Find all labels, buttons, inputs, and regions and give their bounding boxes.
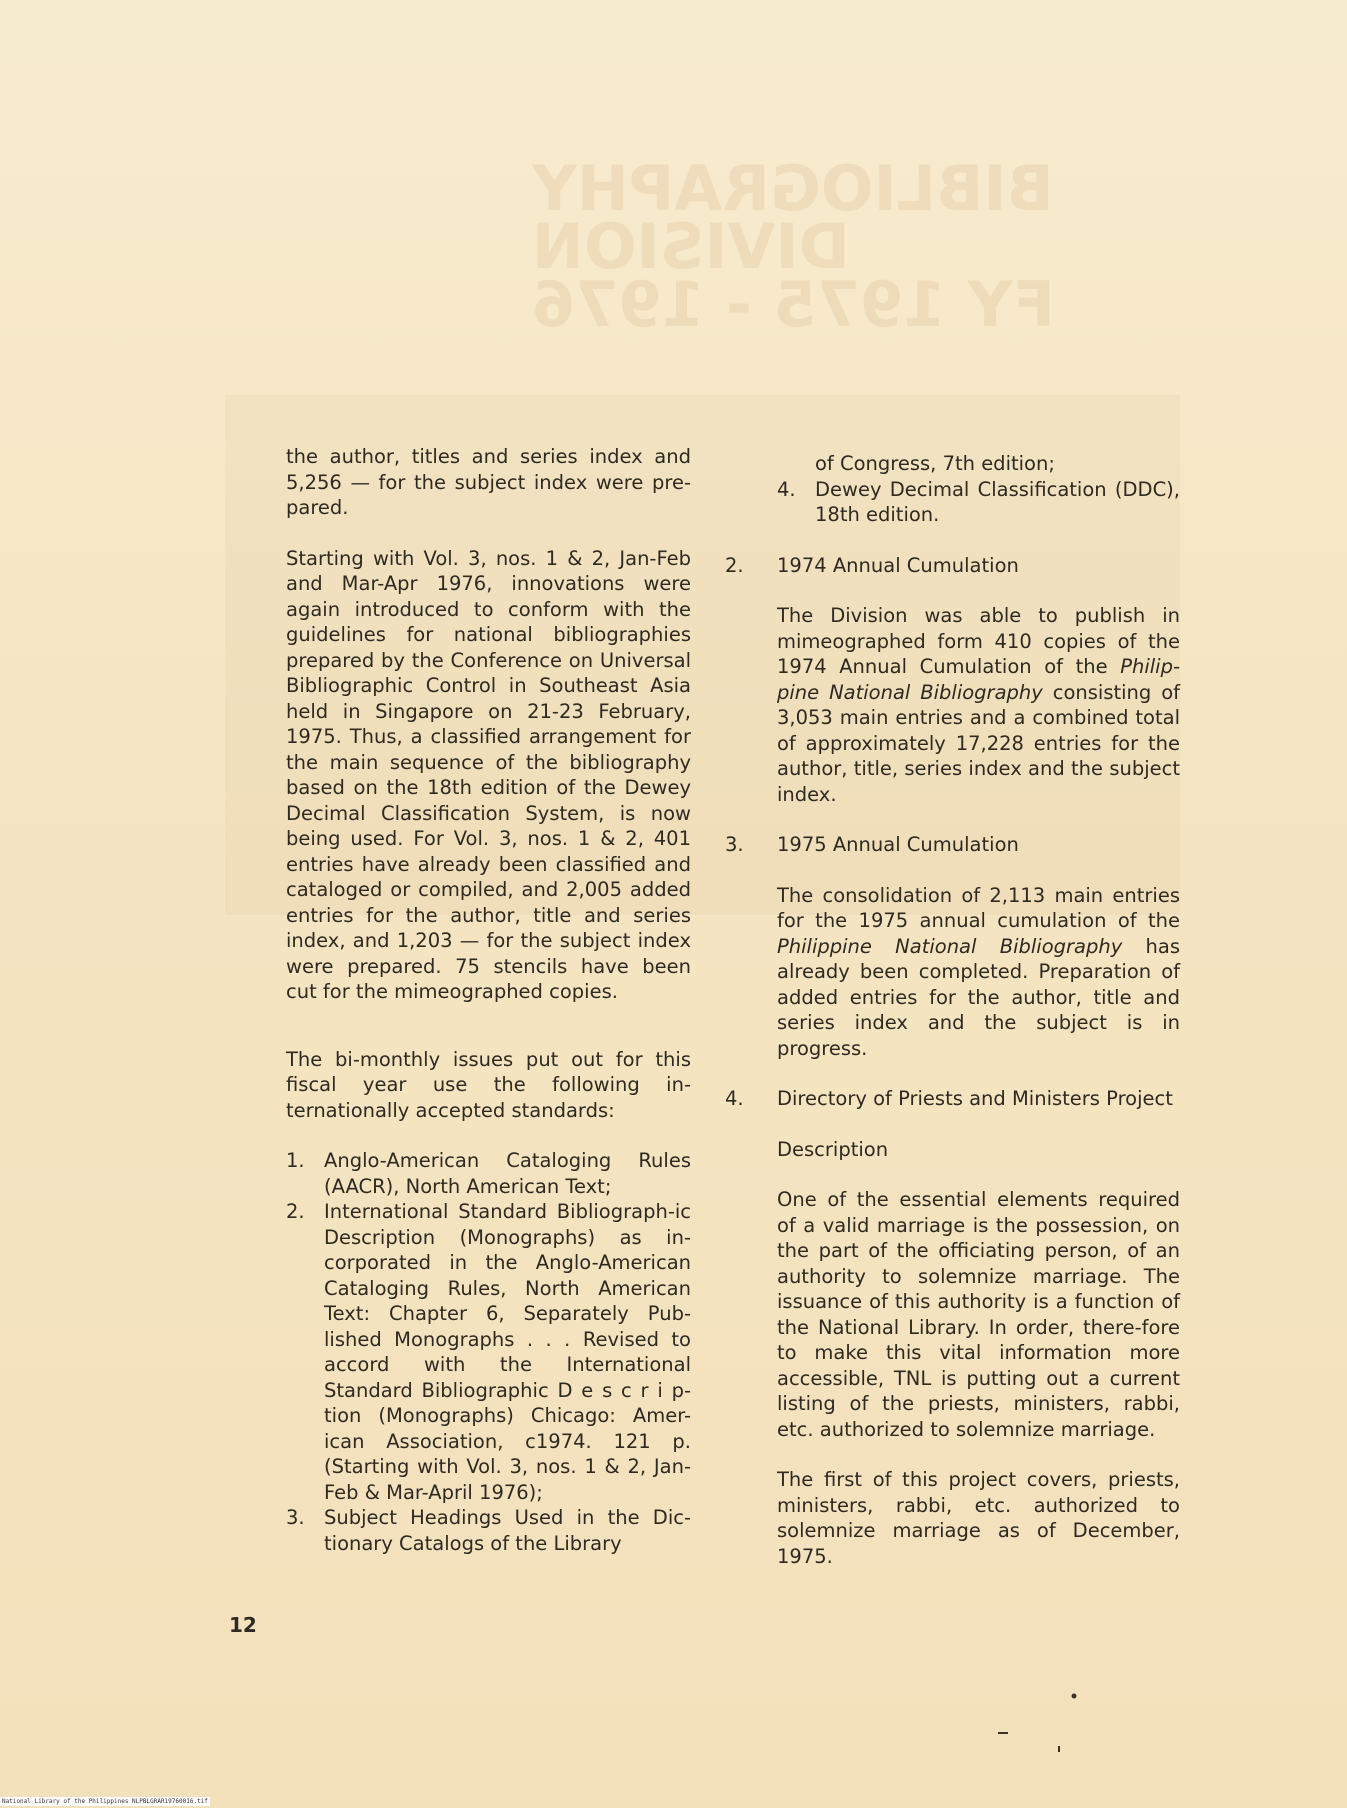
body-text: has already been completed. Preparation of added entries for the author, title and series index and the subject is in progress. xyxy=(777,934,1180,1060)
section-4-paragraph-1: One of the essential elements required of a valid marriage is the possession, on the part of the officiating person, of an authority to solemnize marriage. The issuance of this authority is a function of the National Library. In order, there-fore to make this vital information more accessible, TNL is putting out a current listing of the priests, ministers, rabbi, etc. authorized to solemnize marriage. xyxy=(777,1188,1180,1441)
list-number: 1. xyxy=(286,1149,305,1172)
left-paragraph-2: Starting with Vol. 3, nos. 1 & 2, Jan-Feb and Mar-Apr 1976, innovations were again introduced to conform with the guidelines for national bibliographies prepared by the Conference on Universal Bibliographic Control in Southeast Asia held in Singapore on 21-23 February, 1975. Thus, a classified arrangement for the main sequence of the bibliography based on the 18th edition of the Dewey Decimal Classification System, is now being used. For Vol. 3, nos. 1 & 2, 401 entries have already been classified and cataloged or compiled, and 2,005 added entries for the author, title and series index, and 1,203 — for the subject index were prepared. 75 stencils have been cut for the mimeographed copies. xyxy=(286,546,691,1003)
speck xyxy=(1072,1694,1077,1699)
left-paragraph-3: The bi-monthly issues put out for this fiscal year use the following in-ternationally accepted standards: xyxy=(286,1047,691,1122)
section-4-subheading: Description xyxy=(777,1137,889,1161)
bleed-line-3: FY 1975 - 1976 xyxy=(532,268,1055,341)
list-number: 3. xyxy=(286,1506,305,1529)
section-4-paragraph-2: The first of this project covers, priests, ministers, rabbi, etc. authorized to solemnize marriage as of December, 1975. xyxy=(777,1468,1180,1568)
list-number: 2. xyxy=(286,1200,305,1223)
bleed-line-1: BIBLIOGRAPHY xyxy=(532,152,1054,225)
body-text: The consolidation of 2,113 main entries for the 1975 annual cumulation of the xyxy=(777,883,1180,932)
list-text: of Congress, 7th edition; xyxy=(815,452,1055,475)
list-text: Dewey Decimal Classification (DDC), 18th edition. xyxy=(815,477,1180,526)
page-number: 12 xyxy=(229,1613,257,1637)
section-title: 1974 Annual Cumulation xyxy=(777,553,1019,577)
list-number: 4. xyxy=(777,477,796,501)
left-paragraph-1: the author, titles and series index and 5,256 — for the subject index were pre-pared. xyxy=(286,445,691,519)
body-text: consisting of 3,053 main entries and a combined total of approximately 17,228 entries for the author, title, series index and the subject index. xyxy=(777,680,1180,806)
scan-footer: National Library of the Philippines NLPBLGRAR19760016.tif xyxy=(2,1798,208,1805)
italic-title: Philip-pine National Bibliography xyxy=(777,655,1180,704)
italic-title: Philippine National Bibliography xyxy=(777,934,1123,958)
section-number: 3. xyxy=(725,833,744,856)
list-text: Subject Headings Used in the Dic-tionary Catalogs of the Library xyxy=(324,1506,691,1555)
section-number: 2. xyxy=(725,553,744,577)
list-text: Anglo-American Cataloging Rules (AACR), North American Text; xyxy=(324,1149,691,1198)
section-title: 1975 Annual Cumulation xyxy=(777,833,1019,856)
body-text: The Division was able to publish in mimeographed form 410 copies of the 1974 Annual Cumulation of the xyxy=(777,604,1180,678)
speck xyxy=(998,1732,1008,1734)
bleed-line-2: DIVISION xyxy=(532,210,850,283)
section-title: Directory of Priests and Ministers Project xyxy=(777,1087,1173,1110)
speck xyxy=(1058,1746,1060,1752)
section-number: 4. xyxy=(725,1087,744,1110)
list-text: International Standard Bibliograph-ic Description (Monographs) as in-corporated in the Anglo-American Cataloging Rules, North American Text: Chapter 6, Separately Pub-lished Monographs . . . Revised to accord with the International Standard Bibliographic D e s c r i p-tion (Monographs) Chicago: Amer-ican Association, c1974. 121 p. (Starting with Vol. 3, nos. 1 & 2, Jan-Feb & Mar-April 1976); xyxy=(324,1200,691,1504)
